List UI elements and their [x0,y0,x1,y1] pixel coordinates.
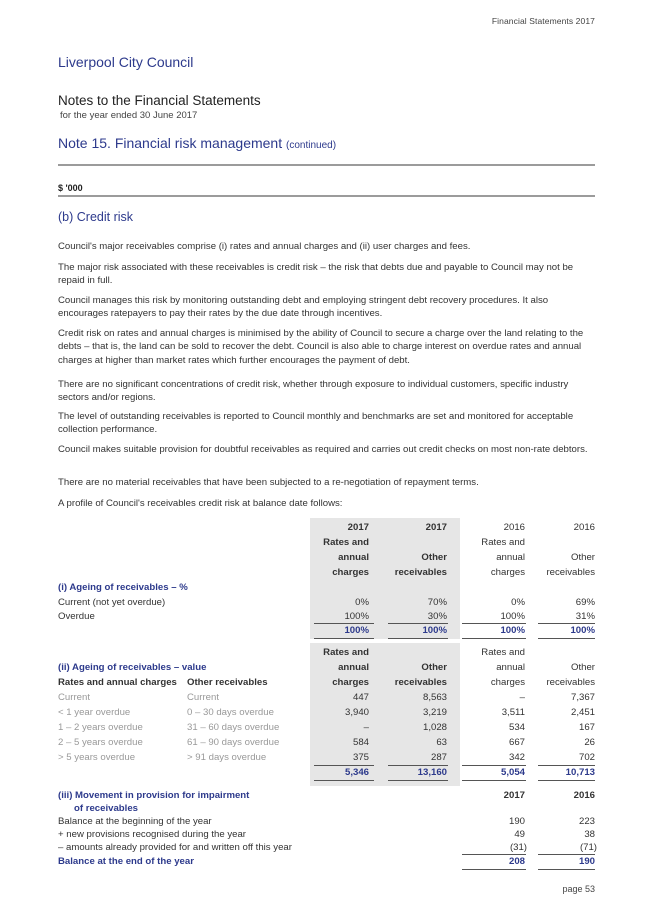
cell-value: – [519,692,525,703]
row-label: + new provisions recognised during the year [58,829,246,840]
total-value: 5,054 [500,767,525,778]
row-label: > 5 years overdue [58,752,136,763]
document-header: Financial Statements 2017 [491,16,595,26]
cell-value: 0% [355,597,369,608]
col-head: Rates and [323,537,369,548]
row-label: 31 – 60 days overdue [187,722,280,733]
rule [314,638,374,639]
table3-section-title: (iii) Movement in provision for impairment [58,790,250,801]
paragraph: A profile of Council's receivables credit risk at balance date follows: [58,498,343,509]
total-value: 100% [570,625,595,636]
cell-value: 70% [427,597,447,608]
council-name: Liverpool City Council [58,54,194,70]
col-head: charges [490,677,525,688]
cell-value: 3,940 [344,707,369,718]
rule-top [58,164,595,166]
sub-header-left: Rates and annual charges [58,677,177,688]
cell-value: 1,028 [422,722,447,733]
rule [314,780,374,781]
col-head: annual [338,662,369,673]
col-head: receivables [394,677,447,688]
cell-value: 167 [578,722,595,733]
col-year: 2016 [573,790,595,801]
cell-value: 49 [514,829,525,840]
rule [538,869,595,870]
col-head: Rates and [481,537,525,548]
row-label: 1 – 2 years overdue [58,722,143,733]
section-title: (b) Credit risk [58,210,134,224]
cell-value: 190 [508,816,525,827]
cell-value: (31) [509,842,527,853]
row-label: > 91 days overdue [187,752,267,763]
rule [462,623,526,624]
rule [538,780,595,781]
col-year: 2016 [503,522,525,533]
units-label: $ '000 [58,183,83,193]
row-label: < 1 year overdue [58,707,131,718]
col-head: Rates and [481,647,525,658]
cell-value: 30% [427,611,447,622]
cell-value: 8,563 [422,692,447,703]
cell-value: 3,219 [422,707,447,718]
rule-bottom [58,195,595,197]
total-value: 10,713 [565,767,595,778]
paragraph: The major risk associated with these receivables is credit risk – the risk that debts due and payable to Council may not be repaid in full. [58,262,574,287]
total-value: 13,160 [417,767,447,778]
row-label: Current [187,692,219,703]
cell-value: 223 [578,816,595,827]
rule [462,869,526,870]
rule [462,765,526,766]
paragraph: Credit risk on rates and annual charges is minimised by the ability of Council to secure a charge over the land relating to the debts – that is, the land can be sold to recover the debt. Council is also able to charge interest on overdue rates and annual charges at higher than market rates which further encourages the payment of debt. [58,328,584,366]
rule [462,638,526,639]
row-label: Overdue [58,611,95,622]
col-head: receivables [546,567,595,578]
paragraph: The level of outstanding receivables is reported to Council monthly and benchmarks are set and monitored for acceptable collection performance. [58,411,574,436]
cell-value: 667 [508,737,525,748]
rule [538,638,595,639]
cell-value: 2,451 [570,707,595,718]
total-value: 5,346 [344,767,369,778]
col-head: annual [496,552,525,563]
col-head: Other [571,552,595,563]
total-value: 208 [508,856,525,867]
rule [388,623,448,624]
row-label: Balance at the beginning of the year [58,816,212,827]
cell-value: 100% [344,611,369,622]
rule [388,638,448,639]
col-year: 2017 [347,522,369,533]
paragraph: There are no material receivables that have been subjected to a re-negotiation of repayment terms. [58,477,479,488]
col-head: Other [571,662,595,673]
cell-value: 0% [511,597,525,608]
col-head: charges [332,677,369,688]
rule [314,765,374,766]
table1-section-title: (i) Ageing of receivables – % [58,582,188,593]
row-label: Current [58,692,90,703]
total-value: 190 [578,856,595,867]
col-head: Other [421,662,447,673]
total-label: Balance at the end of the year [58,856,194,867]
note-continued: (continued) [286,140,337,151]
cell-value: – [363,722,369,733]
rule [462,780,526,781]
cell-value: 100% [500,611,525,622]
col-head: receivables [394,567,447,578]
col-head: annual [496,662,525,673]
cell-value: 3,511 [501,707,525,718]
cell-value: 702 [578,752,595,763]
rule [388,765,448,766]
paragraph: There are no significant concentrations of credit risk, whether through exposure to individual customers, specific industry sectors and/or regions. [58,379,569,404]
cell-value: 69% [575,597,595,608]
col-year: 2016 [573,522,595,533]
note-title [58,135,336,151]
col-head: Other [421,552,447,563]
cell-value: 534 [508,722,525,733]
paragraph: Council's major receivables comprise (i) rates and annual charges and (ii) user charges and fees. [58,241,471,252]
col-head: annual [338,552,369,563]
notes-title: Notes to the Financial Statements [58,93,261,108]
rule [388,780,448,781]
rule [314,623,374,624]
note-title-text: Note 15. Financial risk management [58,135,283,151]
cell-value: 7,367 [570,692,595,703]
paragraph: Council manages this risk by monitoring outstanding debt and employing stringent debt recovery procedures. It also encourages ratepayers to pay their rates by the due date through incentives. [58,295,549,320]
total-value: 100% [422,625,447,636]
cell-value: 26 [584,737,595,748]
cell-value: 38 [584,829,595,840]
total-value: 100% [344,625,369,636]
cell-value: (71) [579,842,597,853]
table2-section-title: (ii) Ageing of receivables – value [58,662,207,673]
cell-value: 31% [575,611,595,622]
rule [538,854,595,855]
cell-value: 447 [352,692,369,703]
year-ended: for the year ended 30 June 2017 [60,110,198,121]
table3-section-title-2: of receivables [74,803,138,814]
cell-value: 375 [352,752,369,763]
row-label: – amounts already provided for and written off this year [58,842,292,853]
col-year: 2017 [425,522,447,533]
col-head: charges [490,567,525,578]
paragraph: Council makes suitable provision for doubtful receivables as required and carries out credit checks on most non-rate debtors. [58,444,588,455]
col-year: 2017 [503,790,525,801]
total-value: 100% [500,625,525,636]
row-label: 61 – 90 days overdue [187,737,280,748]
page-number: page 53 [562,884,595,894]
cell-value: 63 [436,737,447,748]
col-head: Rates and [323,647,369,658]
col-head: charges [332,567,369,578]
cell-value: 342 [508,752,525,763]
row-label: 2 – 5 years overdue [58,737,143,748]
rule [538,623,595,624]
row-label: 0 – 30 days overdue [187,707,274,718]
cell-value: 287 [430,752,447,763]
row-label: Current (not yet overdue) [58,597,166,608]
rule [462,854,526,855]
rule [538,765,595,766]
cell-value: 584 [352,737,369,748]
sub-header-mid: Other receivables [187,677,268,688]
col-head: receivables [546,677,595,688]
